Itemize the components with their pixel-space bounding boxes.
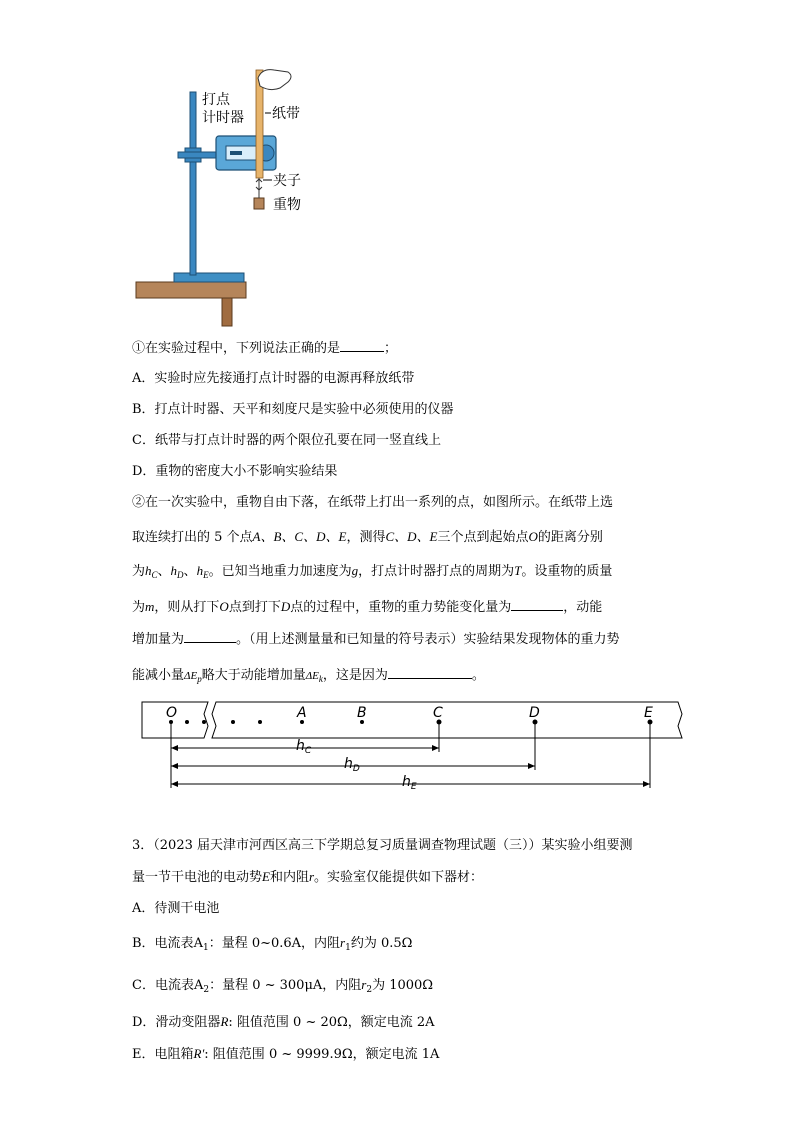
point-label-e: E xyxy=(644,705,653,721)
answer-blank-reason[interactable] xyxy=(388,666,472,679)
label-hc: h xyxy=(296,738,305,754)
apparatus-figure xyxy=(130,60,320,330)
q2-line2: 取连续打出的 5 个点A、B、C、D、E，测得C、D、E三个点到起始点O的距离分别 xyxy=(132,529,603,545)
stand-base xyxy=(174,273,244,282)
svg-text:hC: $h_C$ xyxy=(296,738,312,756)
q3-option-b: B．电流表$A_1$：量程 0~0.6A，内阻$r_1$约为 0.5Ω xyxy=(132,935,413,953)
q3-line2: 量一节干电池的电动势E和内阻r。实验室仅能提供如下器材： xyxy=(132,869,484,885)
q3-line1: 3．（2023 届天津市河西区高三下学期总复习质量调查物理试题（三））某实验小组要测 xyxy=(132,838,633,853)
weight-block xyxy=(254,198,264,209)
svg-text:hE: $h_E$ xyxy=(402,774,417,792)
label-tape: 纸带 xyxy=(272,106,300,122)
q3-option-e: E．电阻箱R′: 阻值范围 0 ~ 9999.9Ω，额定电流 1A xyxy=(132,1046,440,1062)
clamp-rod xyxy=(178,152,218,158)
q3-option-a: A．待测干电池 xyxy=(132,901,220,916)
point-label-d: D xyxy=(529,705,540,721)
point-label-o: O xyxy=(166,705,178,721)
q1-prompt: ①在实验过程中，下列说法正确的是 ； xyxy=(132,341,398,356)
table-leg xyxy=(222,298,232,326)
label-hd: h xyxy=(344,756,353,772)
q2-line5: 增加量为 。（用上述测量量和已知量的符号表示）实验结果发现物体的重力势 xyxy=(132,632,620,647)
answer-blank-kinetic[interactable] xyxy=(184,630,236,643)
q1-option-a: A．实验时应先接通打点计时器的电源再释放纸带 xyxy=(132,371,415,386)
answer-blank-potential[interactable] xyxy=(511,598,563,611)
label-timer-line2: 计时器 xyxy=(202,110,244,126)
q2-line4: 为m，则从打下O点到打下D点的过程中，重物的重力势能变化量为 ，动能 xyxy=(132,599,603,615)
q3-option-c: C．电流表$A_2$：量程 0 ~ 300μA，内阻$r_2$为 1000Ω xyxy=(132,977,434,995)
label-clip: 夹子 xyxy=(273,173,301,189)
table-top xyxy=(136,282,246,298)
tape-diagram xyxy=(140,700,685,795)
label-timer-line1: 打点 xyxy=(202,92,230,108)
label-weight: 重物 xyxy=(273,197,301,213)
q1-option-b: B．打点计时器、天平和刻度尺是实验中必须使用的仪器 xyxy=(132,402,454,417)
point-label-a: A xyxy=(297,705,307,721)
q1-option-d: D．重物的密度大小不影响实验结果 xyxy=(132,464,338,479)
point-label-b: B xyxy=(357,705,367,721)
answer-blank[interactable] xyxy=(340,339,384,352)
label-he: h xyxy=(402,774,411,790)
hand-icon xyxy=(258,70,291,90)
q2-line1: ②在一次实验中，重物自由下落，在纸带上打出一系列的点，如图所示。在纸带上选 xyxy=(132,495,614,510)
q2-line6: 能减小量$\Delta E_p$略大于动能增加量$\Delta E_k$，这是因为 。 xyxy=(132,668,485,684)
q3-option-d: D．滑动变阻器R: 阻值范围 0 ~ 20Ω，额定电流 2A xyxy=(132,1014,435,1030)
stand-pole xyxy=(190,92,196,275)
q1-option-c: C．纸带与打点计时器的两个限位孔要在同一竖直线上 xyxy=(132,433,441,448)
tape-strip-right xyxy=(212,702,682,738)
q2-line3: 为$h_C$、$h_D$、$h_E$。已知当地重力加速度为g，打点计时器打点的周期为T。设重物的质量 xyxy=(132,563,613,580)
point-label-c: C xyxy=(433,705,443,721)
svg-text:hD: $h_D$ xyxy=(344,756,360,774)
